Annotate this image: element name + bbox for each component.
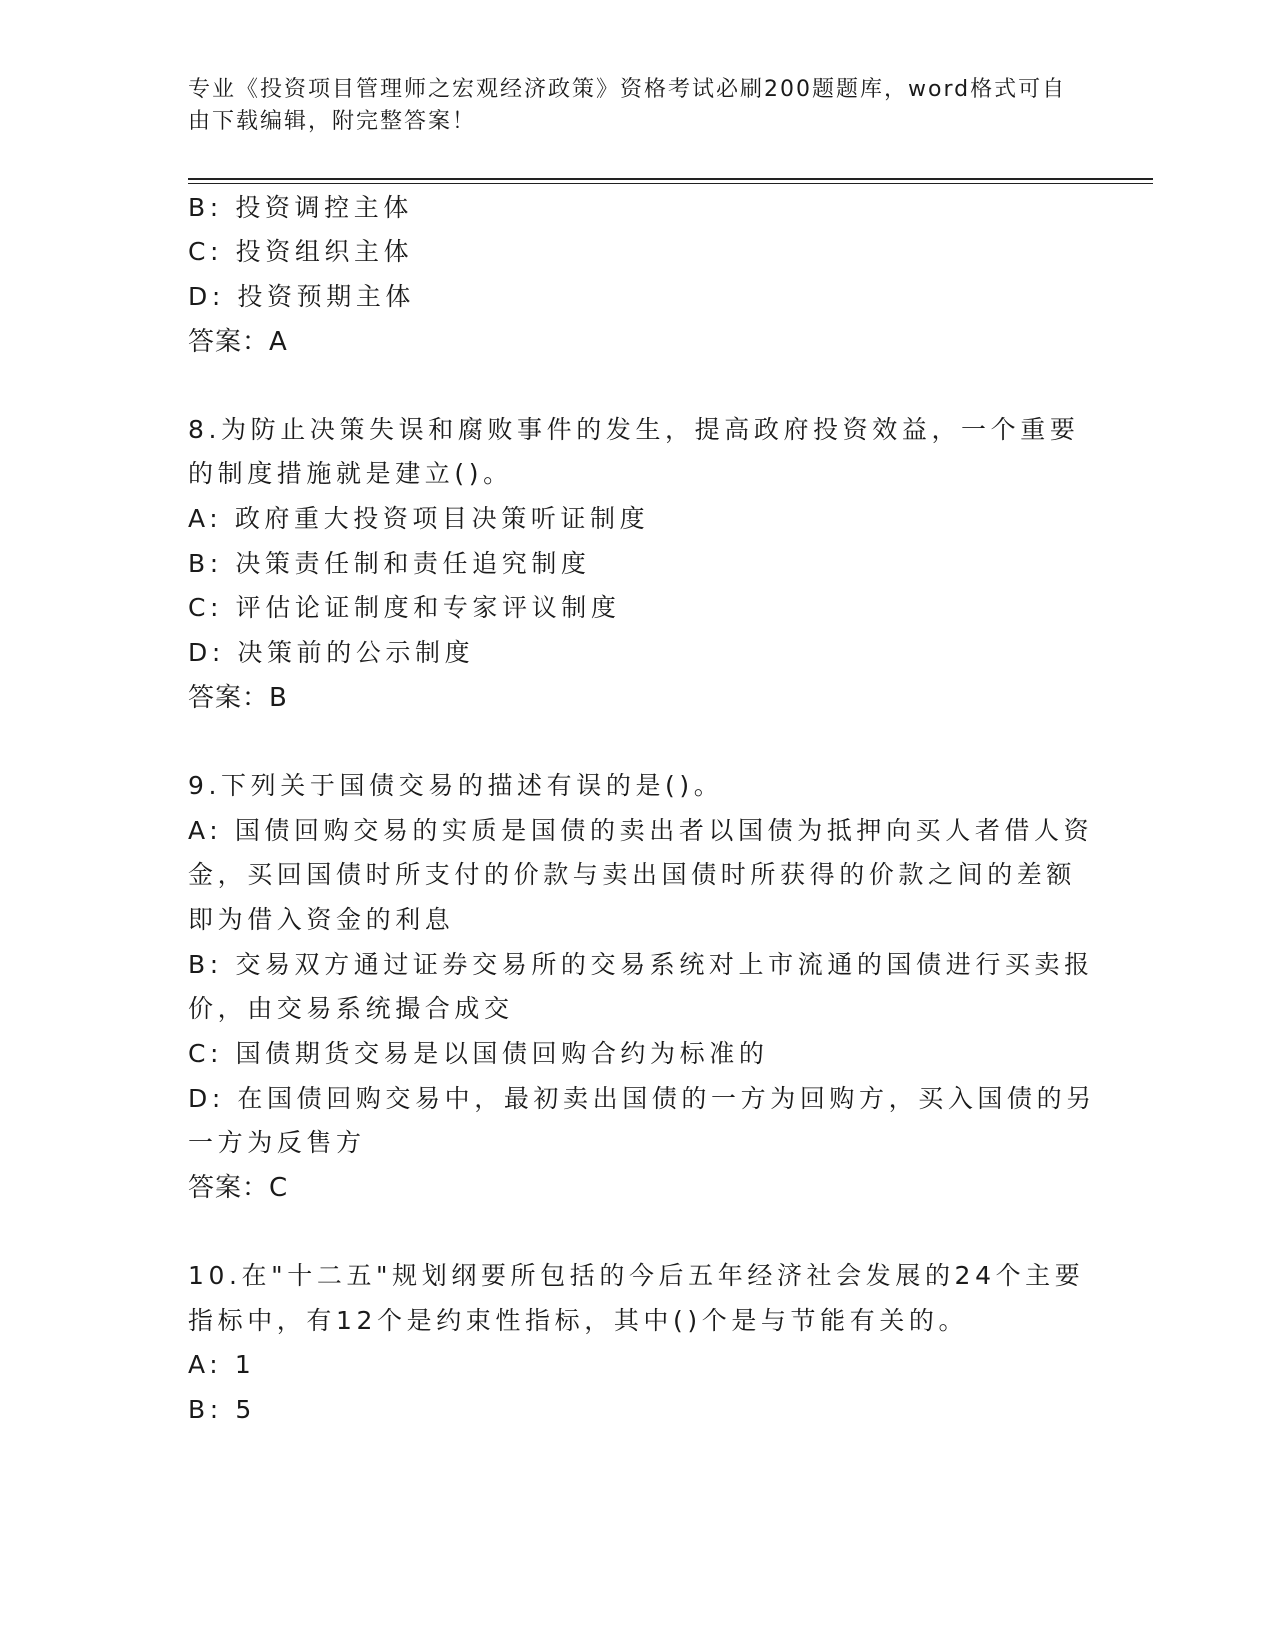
q10-stem-line-2: 指标中，有12个是约束性指标，其中()个是与节能有关的。 xyxy=(188,1306,969,1335)
q10-option-a: A: 1 xyxy=(188,1350,256,1379)
q9-stem: 9.下列关于国债交易的描述有误的是()。 xyxy=(188,771,724,800)
q7-option-c: C: 投资组织主体 xyxy=(188,237,414,266)
q8-stem-line-2: 的制度措施就是建立()。 xyxy=(188,459,513,488)
document-header: 专业《投资项目管理师之宏观经济政策》资格考试必刷200题题库，word格式可自由下载编辑，附完整答案！ xyxy=(188,77,1067,134)
q8-option-a: A: 政府重大投资项目决策听证制度 xyxy=(188,504,650,533)
q7-option-b: B: 投资调控主体 xyxy=(188,193,413,222)
q9-option-b-line-1: B: 交易双方通过证券交易所的交易系统对上市流通的国债进行买卖报 xyxy=(188,950,1094,979)
q8-option-d: D: 决策前的公示制度 xyxy=(188,638,475,667)
q9-option-b-line-2: 价，由交易系统撮合成交 xyxy=(188,994,514,1023)
q8-option-b: B: 决策责任制和责任追究制度 xyxy=(188,549,591,578)
q7-answer: 答案：A xyxy=(188,327,288,357)
q9-option-a-line-2: 金，买回国债时所支付的价款与卖出国债时所获得的价款之间的差额 xyxy=(188,860,1077,889)
q9-option-c: C: 国债期货交易是以国债回购合约为标准的 xyxy=(188,1039,769,1068)
q8-answer: 答案：B xyxy=(188,683,288,713)
q10-option-b: B: 5 xyxy=(188,1395,256,1424)
q8-option-c: C: 评估论证制度和专家评议制度 xyxy=(188,593,621,622)
q9-option-d-line-2: 一方为反售方 xyxy=(188,1128,366,1157)
header-rule-thin xyxy=(188,183,1153,184)
q8-stem-line-1: 8.为防止决策失误和腐败事件的发生，提高政府投资效益，一个重要 xyxy=(188,415,1080,444)
q7-option-d: D: 投资预期主体 xyxy=(188,282,416,311)
q9-option-d-line-1: D: 在国债回购交易中，最初卖出国债的一方为回购方，买入国债的另 xyxy=(188,1084,1096,1113)
q9-option-a-line-1: A: 国债回购交易的实质是国债的卖出者以国债为抵押向买人者借人资 xyxy=(188,816,1094,845)
q9-answer: 答案：C xyxy=(188,1173,289,1203)
header-rule-thick xyxy=(188,178,1153,180)
q10-stem-line-1: 10.在"十二五"规划纲要所包括的今后五年经济社会发展的24个主要 xyxy=(188,1261,1085,1290)
q9-option-a-line-3: 即为借入资金的利息 xyxy=(188,905,455,934)
